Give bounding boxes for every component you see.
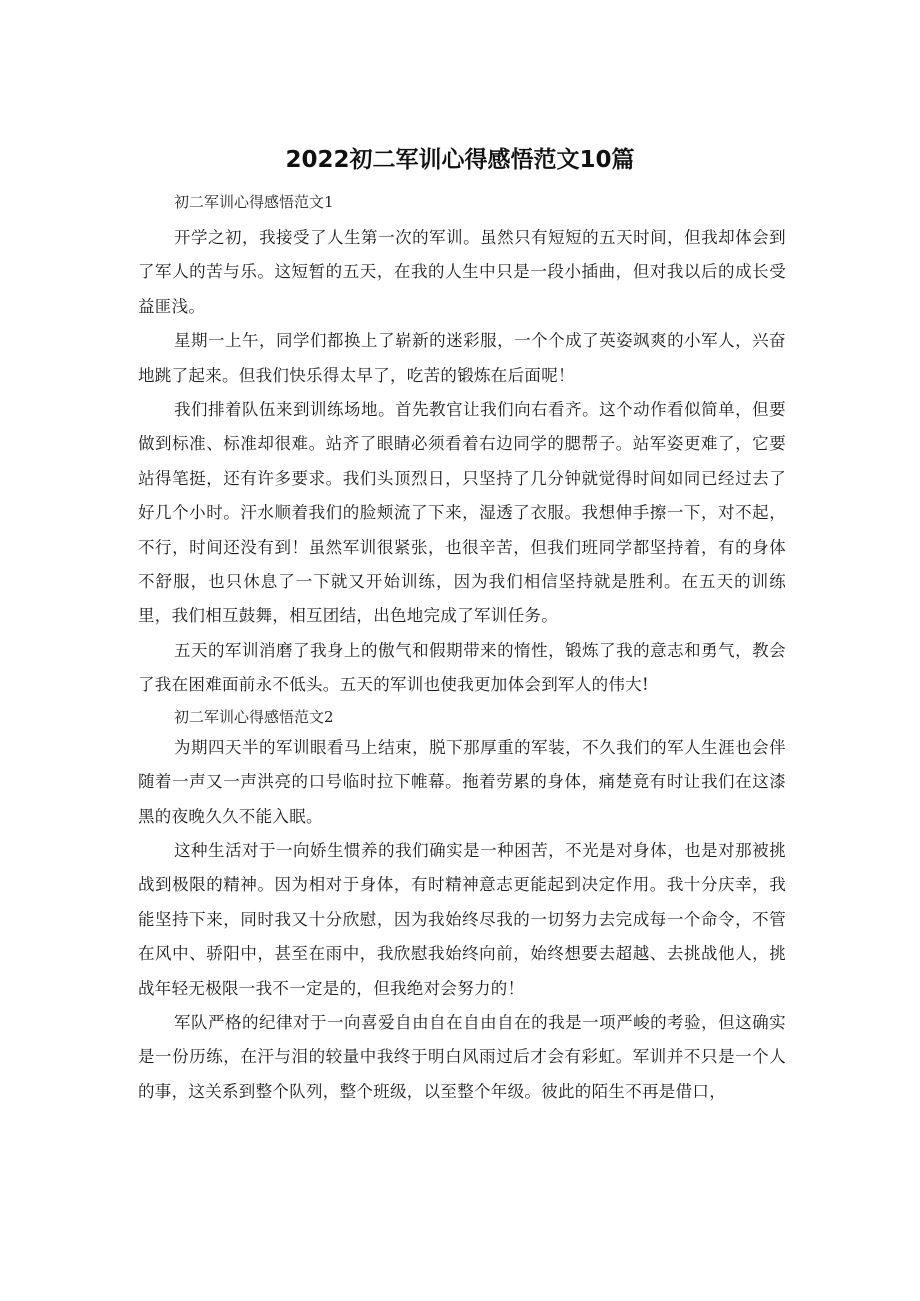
document-body: [138, 188, 786, 1109]
paragraph: 军队严格的纪律对于一向喜爱自由自在自由自在的我是一项严峻的考验，但这确实是一份历练，在汗与泪的较量中我终于明白风雨过后才会有彩虹。军训并不只是一个人的事，这关系到整个队列，整个班级，以至整个年级。彼此的陌生不再是借口，: [138, 1012, 786, 1101]
paragraph: 五天的军训消磨了我身上的傲气和假期带来的惰性，锻炼了我的意志和勇气，教会了我在困难面前永不低头。五天的军训也使我更加体会到军人的伟大!: [138, 640, 786, 695]
paragraph: 星期一上午，同学们都换上了崭新的迷彩服，一个个成了英姿飒爽的小军人，兴奋地跳了起来。但我们快乐得太早了，吃苦的锻炼在后面呢！: [138, 331, 786, 385]
paragraph: 这种生活对于一向娇生惯养的我们确实是一种困苦，不光是对身体，也是对那被挑战到极限的精神。因为相对于身体，有时精神意志更能起到决定作用。我十分庆幸，我能坚持下来，同时我又十分欣慰，因为我始终尽我的一切努力去完成每一个命令，不管在风中、骄阳中，甚至在雨中，我欣慰我始终向前，始终想要去超越、去挑战他人，挑战年轻无极限一我不一定是的，但我绝对会努力的！: [138, 840, 786, 998]
paragraph: 开学之初，我接受了人生第一次的军训。虽然只有短短的五天时间，但我却体会到了军人的苦与乐。这短暂的五天，在我的人生中只是一段小插曲，但对我以后的成长受益匪浅。: [138, 228, 786, 316]
paragraph: 为期四天半的军训眼看马上结束，脱下那厚重的军装，不久我们的军人生涯也会伴随着一声又一声洪亮的口号临时拉下帷幕。拖着劳累的身体，痛楚竟有时让我们在这漆黑的夜晚久久不能入眠。: [138, 737, 786, 826]
section-heading: 初二军训心得感悟范文1: [174, 193, 334, 211]
document-title: 2022初二军训心得感悟范文10篇: [285, 147, 635, 173]
essay-section-2: [138, 703, 786, 1109]
section-heading: 初二军训心得感悟范文2: [174, 707, 334, 726]
essay-section-1: [138, 188, 786, 703]
paragraph: 我们排着队伍来到训练场地。首先教官让我们向右看齐。这个动作看似简单，但要做到标准、标准却很难。站齐了眼睛必须看着右边同学的腮帮子。站军姿更难了，它要站得笔挺，还有许多要求。我们头顶烈日，只坚持了几分钟就觉得时间如同已经过去了好几个小时。汗水顺着我们的脸颊流了下来，湿透了衣服。我想伸手擦一下，对不起，不行，时间还没有到！虽然军训很紧张，也很辛苦，但我们班同学都坚持着，有的身体不舒服，也只休息了一下就又开始训练，因为我们相信坚持就是胜利。在五天的训练里，我们相互鼓舞，相互团结，出色地完成了军训任务。: [138, 400, 786, 626]
